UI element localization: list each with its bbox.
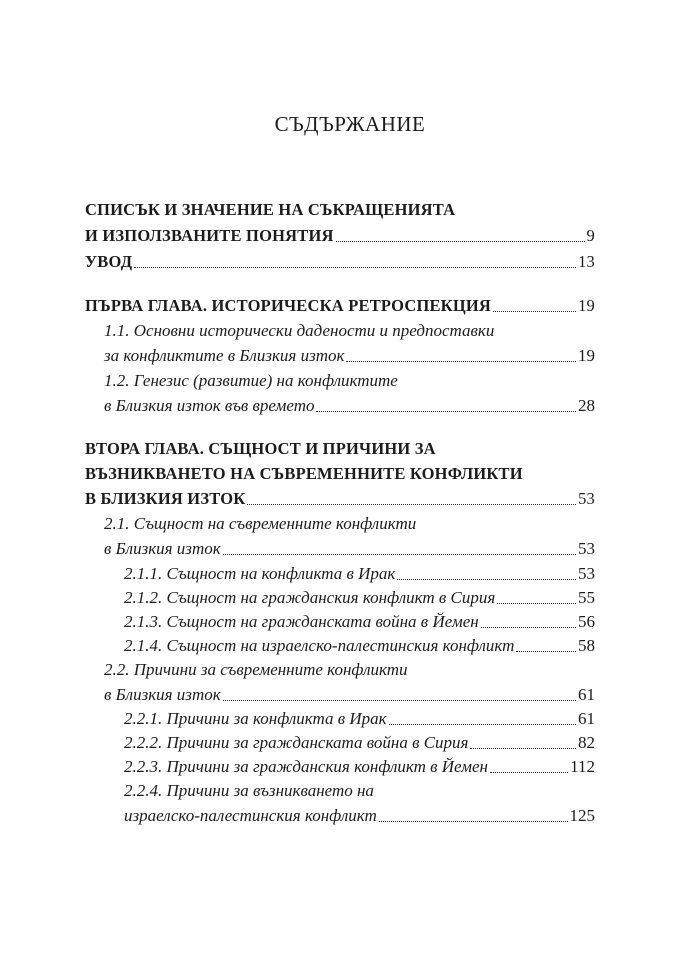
toc-entry-2-1-4[interactable] bbox=[124, 634, 595, 657]
dot-leader bbox=[379, 820, 568, 822]
toc-section-2-2-line1: 2.2. Причини за съвременните конфликти bbox=[104, 660, 408, 679]
dot-leader bbox=[346, 360, 576, 362]
dot-leader bbox=[397, 578, 576, 580]
toc-page-number: 61 bbox=[578, 685, 595, 704]
toc-page-number: 125 bbox=[569, 806, 595, 825]
toc-entry-abbrev[interactable] bbox=[85, 224, 595, 247]
toc-entry-2-2-4[interactable] bbox=[124, 804, 595, 827]
dot-leader bbox=[223, 553, 576, 555]
toc-entry-label: 2.2.3. Причини за гражданския конфликт в Йемен bbox=[124, 757, 488, 776]
toc-entry-2-1-1[interactable] bbox=[124, 562, 595, 585]
toc-entry-section-1-1[interactable] bbox=[104, 344, 595, 367]
toc-entry-label: за конфликтите в Близкия изток bbox=[104, 346, 345, 365]
toc-entry-2-2-4-line1: 2.2.4. Причини за възникването на bbox=[124, 781, 374, 800]
toc-entry-label: 2.2.1. Причини за конфликта в Ирак bbox=[124, 709, 387, 728]
toc-entry-label: в Близкия изток във времето bbox=[104, 396, 315, 415]
dot-leader bbox=[493, 310, 576, 312]
toc-chapter-2-line1: ВТОРА ГЛАВА. СЪЩНОСТ И ПРИЧИНИ ЗА bbox=[85, 439, 436, 458]
page-title: СЪДЪРЖАНИЕ bbox=[274, 112, 426, 136]
dot-leader bbox=[516, 650, 576, 652]
toc-section-1-1-line1: 1.1. Основни исторически дадености и предпоставки bbox=[104, 321, 495, 340]
toc-page-number: 53 bbox=[578, 539, 595, 558]
toc-abbrev-line1: СПИСЪК И ЗНАЧЕНИЕ НА СЪКРАЩЕНИЯТА bbox=[85, 200, 456, 219]
toc-section-1-2-line1: 1.2. Генезис (развитие) на конфликтите bbox=[104, 371, 398, 390]
toc-entry-section-1-2[interactable] bbox=[104, 394, 595, 417]
toc-entry-label: УВОД bbox=[85, 252, 133, 271]
toc-page-number: 53 bbox=[578, 564, 595, 583]
dot-leader bbox=[134, 266, 576, 268]
dot-leader bbox=[470, 747, 576, 749]
toc-entry-label: И ИЗПОЛЗВАНИТЕ ПОНЯТИЯ bbox=[85, 226, 334, 245]
toc-entry-2-2-1[interactable] bbox=[124, 707, 595, 730]
toc-page-number: 28 bbox=[578, 396, 595, 415]
toc-entry-chapter-2[interactable] bbox=[85, 487, 595, 510]
toc-entry-intro[interactable] bbox=[85, 250, 595, 273]
toc-entry-2-1-3[interactable] bbox=[124, 610, 595, 633]
toc-entry-label: 2.1.1. Същност на конфликта в Ирак bbox=[124, 564, 396, 583]
dot-leader bbox=[497, 602, 576, 604]
toc-page-number: 9 bbox=[586, 226, 595, 245]
dot-leader bbox=[490, 771, 568, 773]
toc-page-number: 19 bbox=[578, 296, 595, 315]
toc-chapter-2-line2: ВЪЗНИКВАНЕТО НА СЪВРЕМЕННИТЕ КОНФЛИКТИ bbox=[85, 464, 523, 483]
toc-page-number: 82 bbox=[578, 733, 595, 752]
dot-leader bbox=[247, 503, 576, 505]
toc-entry-label: в Близкия изток bbox=[104, 539, 221, 558]
toc-page-number: 58 bbox=[578, 636, 595, 655]
toc-page-number: 53 bbox=[578, 489, 595, 508]
toc-page-number: 13 bbox=[578, 252, 595, 271]
toc-page-number: 19 bbox=[578, 346, 595, 365]
toc-entry-label: 2.1.4. Същност на израелско-палестинския конфликт bbox=[124, 636, 515, 655]
toc-entry-label: израелско-палестинския конфликт bbox=[124, 806, 377, 825]
toc-entry-2-1-2[interactable] bbox=[124, 586, 595, 609]
toc-entry-label: ПЪРВА ГЛАВА. ИСТОРИЧЕСКА РЕТРОСПЕКЦИЯ bbox=[85, 296, 492, 315]
dot-leader bbox=[336, 240, 585, 242]
toc-entry-label: 2.2.2. Причини за гражданската война в Сирия bbox=[124, 733, 469, 752]
toc-entry-label: в Близкия изток bbox=[104, 685, 221, 704]
toc-entry-chapter-1[interactable] bbox=[85, 294, 595, 317]
toc-entry-2-2-2[interactable] bbox=[124, 731, 595, 754]
toc-entry-label: 2.1.3. Същност на гражданската война в Йемен bbox=[124, 612, 479, 631]
dot-leader bbox=[316, 410, 576, 412]
toc-entry-2-2-3[interactable] bbox=[124, 755, 595, 778]
toc-entry-label: В БЛИЗКИЯ ИЗТОК bbox=[85, 489, 246, 508]
dot-leader bbox=[389, 723, 576, 725]
toc-entry-label: 2.1.2. Същност на гражданския конфликт в Сирия bbox=[124, 588, 496, 607]
toc-page-number: 112 bbox=[570, 757, 595, 776]
dot-leader bbox=[481, 626, 576, 628]
toc-section-2-1-line1: 2.1. Същност на съвременните конфликти bbox=[104, 514, 417, 533]
dot-leader bbox=[223, 699, 576, 701]
toc-entry-section-2-1[interactable] bbox=[104, 537, 595, 560]
toc-page-number: 61 bbox=[578, 709, 595, 728]
toc-entry-section-2-2[interactable] bbox=[104, 683, 595, 706]
toc-page-number: 56 bbox=[578, 612, 595, 631]
toc-page-number: 55 bbox=[578, 588, 595, 607]
